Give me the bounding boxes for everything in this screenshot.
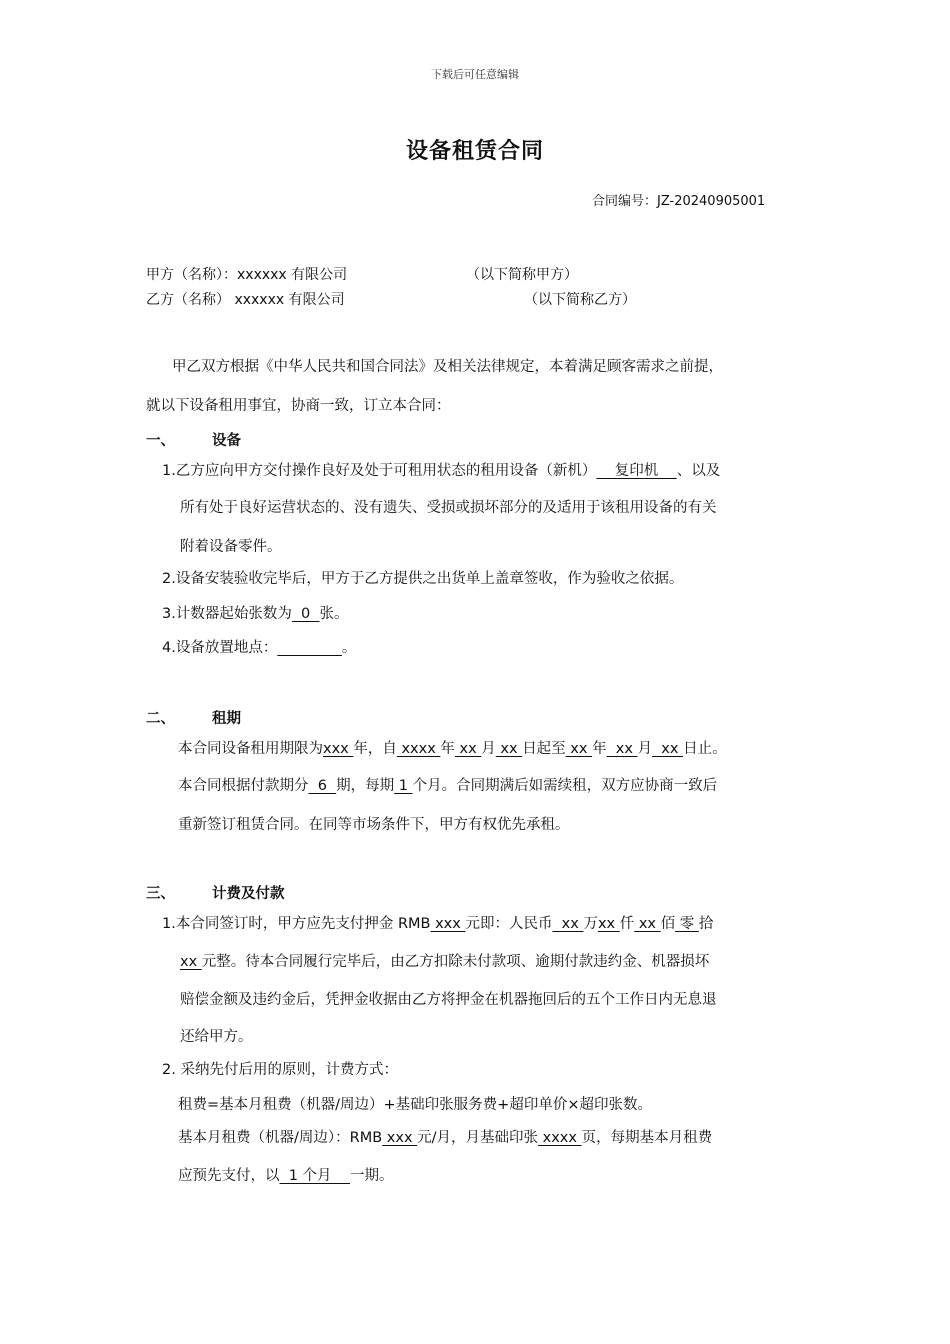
item-text: 佰 xyxy=(660,916,676,932)
section-2-heading xyxy=(146,707,241,728)
start-year-field: xxxx xyxy=(396,741,441,757)
deposit-qian-field: xx xyxy=(597,916,620,932)
item-text: 基本月租费（机器/周边）：RMB xyxy=(178,1130,383,1146)
counter-start-field: 0 xyxy=(291,606,320,622)
end-year-field: xx xyxy=(565,741,593,757)
section-2-title: 租期 xyxy=(212,711,241,727)
start-day-field: xx xyxy=(495,741,523,757)
section-1-item-1-line-3: 附着设备零件。 xyxy=(180,539,282,555)
section-3-item-1-line-4: 还给甲方。 xyxy=(180,1029,253,1045)
item-text: 、以及 xyxy=(676,463,721,479)
deposit-rmb-field: xxx xyxy=(430,916,466,932)
intro-line-1: 甲乙双方根据《中华人民共和国合同法》及相关法律规定，本着满足顾客需求之前提， xyxy=(172,359,723,375)
base-fee-line-1 xyxy=(178,1128,712,1148)
item-text: 日起至 xyxy=(522,741,566,757)
item-text: 。 xyxy=(341,640,357,656)
deposit-yuan-field: xx xyxy=(180,954,202,970)
item-text: 1.本合同签订时，甲方应先支付押金 RMB xyxy=(162,916,431,932)
section-1-item-1-line-1 xyxy=(162,461,720,481)
section-2-number: 二、 xyxy=(146,711,175,727)
item-text: 1.乙方应向甲方交付操作良好及处于可租用状态的租用设备（新机） xyxy=(162,463,597,479)
contract-number-label: 合同编号： xyxy=(592,194,658,209)
section-1-item-2: 2.设备安装验收完毕后，甲方于乙方提供之出货单上盖章签收，作为验收之依据。 xyxy=(162,571,684,587)
section-1-item-1-line-2: 所有处于良好运营状态的、没有遗失、受损或损坏部分的及适用于该租用设备的有关 xyxy=(180,500,717,516)
item-text: 月 xyxy=(637,741,653,757)
item-text: 3.计数器起始张数为 xyxy=(162,606,292,622)
section-3-item-1-line-3: 赔偿金额及违约金后，凭押金收据由乙方将押金在机器拖回后的五个工作日内无息退 xyxy=(180,992,717,1008)
item-text: 4.设备放置地点： xyxy=(162,640,278,656)
item-text: 一期。 xyxy=(350,1168,394,1184)
section-1-item-3 xyxy=(162,604,349,624)
section-2-line-1 xyxy=(178,739,727,759)
item-text: 本合同设备租用期限为 xyxy=(178,741,323,757)
base-sheets-field: xxxx xyxy=(538,1130,582,1146)
fee-formula: 租费=基本月租费（机器/周边）+基础印张服务费+超印单价×超印张数。 xyxy=(178,1097,652,1113)
section-2-line-2 xyxy=(178,776,717,796)
base-fee-line-2 xyxy=(178,1166,394,1186)
item-text: 年 xyxy=(592,741,607,757)
party-b-label: 乙方（名称） xyxy=(146,292,230,308)
section-1-number: 一、 xyxy=(146,433,175,449)
section-3-number: 三、 xyxy=(146,886,175,902)
base-fee-rmb-field: xxx xyxy=(382,1130,418,1146)
intro-line-2: 就以下设备租用事宜，协商一致，订立本合同： xyxy=(146,398,451,414)
item-text: 页，每期基本月租费 xyxy=(581,1130,713,1146)
header-note: 下载后可任意编辑 xyxy=(431,68,519,81)
lease-years-field: xxx xyxy=(323,741,354,757)
deposit-wan-field: xx xyxy=(552,916,584,932)
section-3-title: 计费及付款 xyxy=(212,886,285,902)
party-b-name: xxxxxx 有限公司 xyxy=(234,292,345,308)
item-text: 元/月，月基础印张 xyxy=(417,1130,539,1146)
item-text: 年 xyxy=(440,741,455,757)
start-month-field: xx xyxy=(454,741,482,757)
section-1-item-4 xyxy=(162,638,356,658)
item-text: 万 xyxy=(583,916,598,932)
item-text: 拾 xyxy=(698,916,714,932)
deposit-bai-field: xx xyxy=(634,916,661,932)
prepay-period-field: 1 个月 xyxy=(279,1168,350,1184)
item-text: 期，每期 xyxy=(336,778,395,794)
section-3-item-1-line-1 xyxy=(162,914,713,934)
item-text: 仟 xyxy=(619,916,635,932)
deposit-shi-field: 零 xyxy=(675,916,699,932)
end-month-field: xx xyxy=(606,741,638,757)
item-text: 张。 xyxy=(319,606,349,622)
party-a-label-name xyxy=(146,264,347,284)
section-2-line-3: 重新签订租赁合同。在同等市场条件下，甲方有权优先承租。 xyxy=(178,817,570,833)
placement-location-field xyxy=(277,640,342,656)
device-name-field: 复印机 xyxy=(596,463,677,479)
item-text: 元整。待本合同履行完毕后，由乙方扣除未付款项、逾期付款违约金、机器损坏 xyxy=(201,954,710,970)
item-text: 个月。合同期满后如需续租，双方应协商一致后 xyxy=(412,778,718,794)
section-3-item-2: 2. 采纳先付后用的原则，计费方式： xyxy=(162,1062,398,1078)
section-1-title: 设备 xyxy=(212,433,241,449)
contract-number-value: JZ-20240905001 xyxy=(657,194,766,209)
party-b-label-name xyxy=(146,289,345,309)
item-text: 应预先支付，以 xyxy=(178,1168,280,1184)
document-title: 设备租赁合同 xyxy=(405,139,544,164)
item-text: 月 xyxy=(481,741,496,757)
end-day-field: xx xyxy=(652,741,684,757)
payment-periods-field: 6 xyxy=(308,778,337,794)
party-b-alias: （以下简称乙方） xyxy=(524,292,636,308)
party-a-alias: （以下简称甲方） xyxy=(466,267,578,283)
section-3-item-1-line-2 xyxy=(180,952,709,972)
party-a-label: 甲方（名称）： xyxy=(146,267,237,283)
party-a-name: xxxxxx 有限公司 xyxy=(237,267,348,283)
section-1-heading xyxy=(146,429,241,450)
section-3-heading xyxy=(146,882,285,903)
item-text: 年，自 xyxy=(353,741,397,757)
item-text: 本合同根据付款期分 xyxy=(178,778,309,794)
item-text: 元即：人民币 xyxy=(465,916,553,932)
months-per-period-field: 1 xyxy=(394,778,413,794)
item-text: 日止。 xyxy=(683,741,727,757)
contract-number xyxy=(592,190,765,209)
